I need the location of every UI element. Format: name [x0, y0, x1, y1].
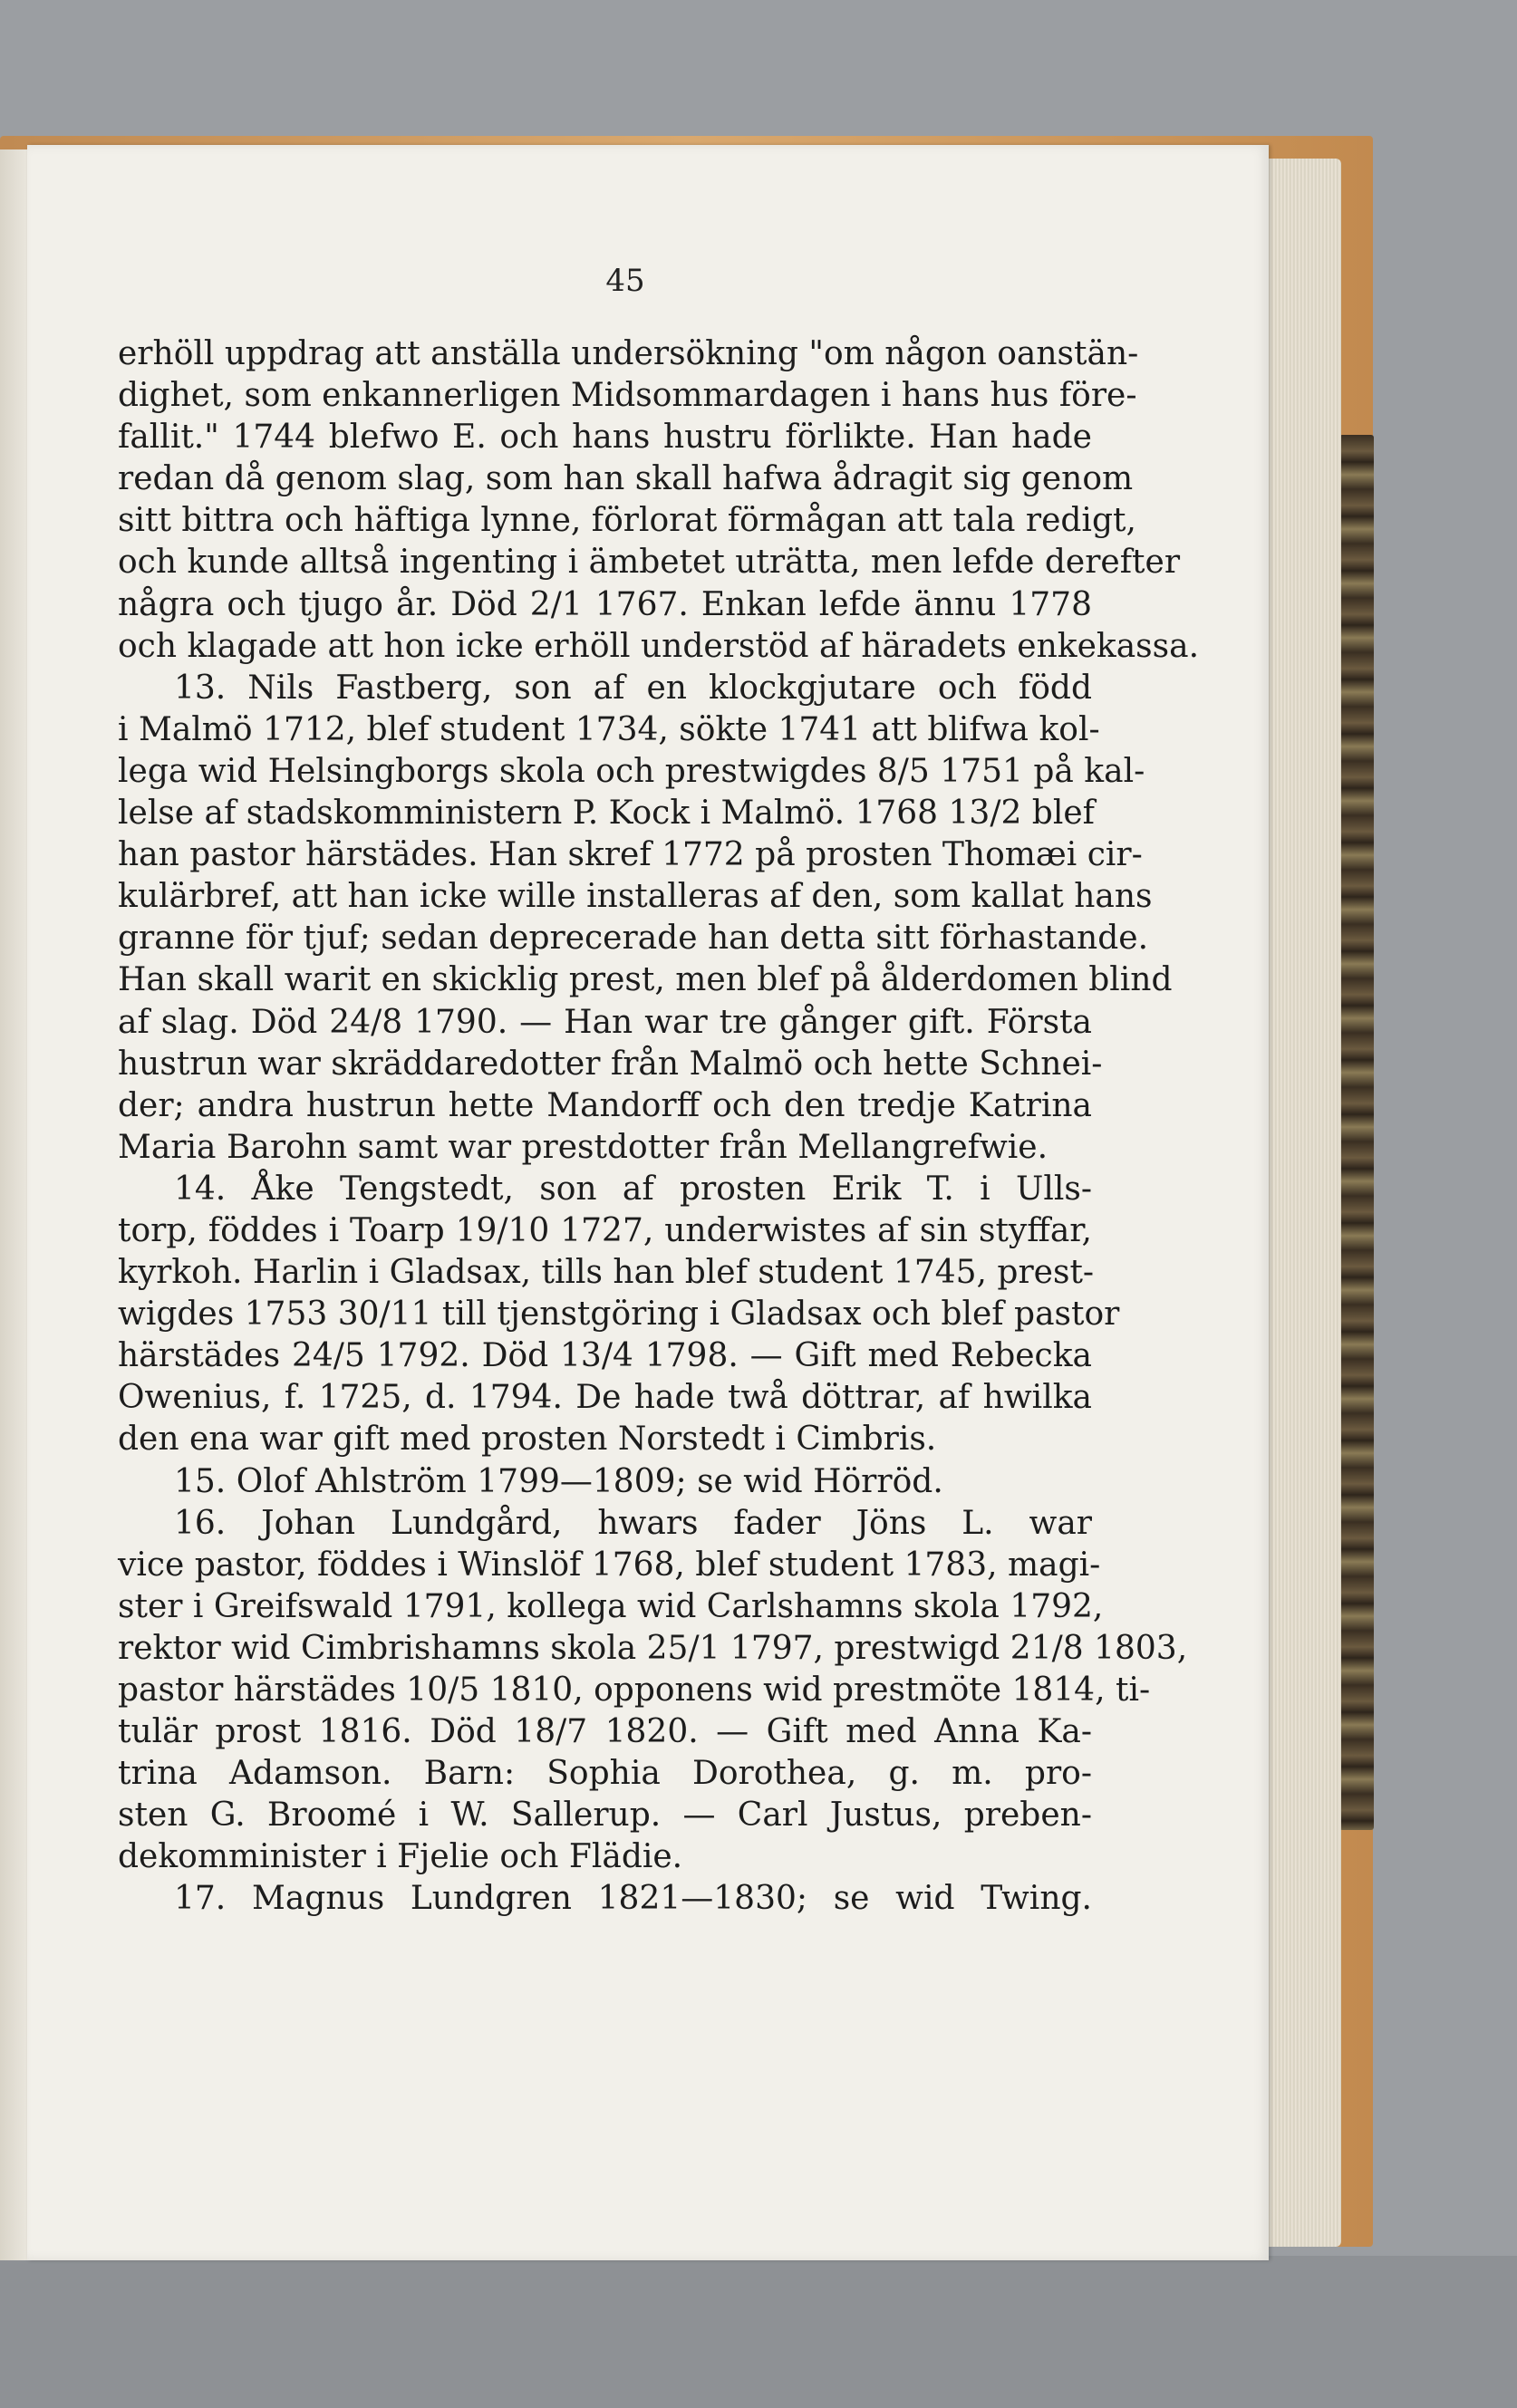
text-line: Han skall warit en skicklig prest, men blef på ålderdomen blind	[118, 961, 1173, 999]
text-line: lelse af stadskomministern P. Kock i Malmö. 1768 13/2 blef	[118, 795, 1095, 833]
text-line: der; andra hustrun hette Mandorff och den tredje Katrina	[118, 1086, 1092, 1124]
text-line: granne för tjuf; sedan deprecerade han detta sitt förhastande.	[118, 920, 1149, 958]
text-line: pastor härstädes 10/5 1810, opponens wid prestmöte 1814, ti-	[118, 1671, 1151, 1709]
text-line: Owenius, f. 1725, d. 1794. De hade twå döttrar, af hwilka	[118, 1379, 1092, 1417]
text-line: sitt bittra och häftiga lynne, förlorat förmågan att tala redigt,	[118, 502, 1136, 540]
text-line: lega wid Helsingborgs skola och prestwigdes 8/5 1751 på kal-	[118, 752, 1145, 790]
text-line: i Malmö 1712, blef student 1734, sökte 1741 att blifwa kol-	[118, 710, 1100, 748]
entry-heading-line: 16. Johan Lundgård, hwars fader Jöns L. war	[174, 1504, 1092, 1542]
text-line: dekomminister i Fjelie och Flädie.	[118, 1838, 683, 1876]
text-line: trina Adamson. Barn: Sophia Dorothea, g. m. pro-	[118, 1755, 1092, 1793]
text-line: och klagade att hon icke erhöll understöd af häradets enkekassa.	[118, 627, 1200, 665]
entry-heading-line: 17. Magnus Lundgren 1821—1830; se wid Twing.	[174, 1880, 1092, 1918]
book-page	[27, 145, 1269, 2260]
text-line: Maria Barohn samt war prestdotter från Mellangrefwie.	[118, 1128, 1048, 1166]
text-line: ster i Greifswald 1791, kollega wid Carlshamns skola 1792,	[118, 1587, 1104, 1625]
marbled-board-edge	[1339, 435, 1374, 1830]
text-line: sten G. Broomé i W. Sallerup. — Carl Justus, preben-	[118, 1796, 1092, 1835]
page-edges	[1260, 159, 1341, 2247]
text-line: vice pastor, föddes i Winslöf 1768, blef student 1783, magi-	[118, 1546, 1101, 1584]
text-line: erhöll uppdrag att anställa undersökning "om någon oanstän-	[118, 335, 1139, 372]
body-text	[118, 333, 1200, 1921]
text-line: och kunde alltså ingenting i ämbetet uträtta, men lefde derefter	[118, 544, 1181, 582]
text-line: wigdes 1753 30/11 till tjenstgöring i Gladsax och blef pastor	[118, 1296, 1120, 1334]
entry-heading-line: 15. Olof Ahlström 1799—1809; se wid Hörröd.	[174, 1462, 943, 1500]
entry-heading-line: 13. Nils Fastberg, son af en klockgjutare och född	[174, 669, 1092, 707]
text-line: torp, föddes i Toarp 19/10 1727, underwistes af sin styffar,	[118, 1211, 1092, 1249]
entry-heading-line: 14. Åke Tengstedt, son af prosten Erik T. i Ulls-	[174, 1170, 1092, 1208]
text-line: kulärbref, att han icke wille installeras af den, som kallat hans	[118, 878, 1153, 916]
text-line: några och tjugo år. Död 2/1 1767. Enkan lefde ännu 1778	[118, 585, 1092, 623]
text-line: dighet, som enkannerligen Midsommardagen i hans hus före-	[118, 377, 1137, 415]
background	[0, 2256, 1517, 2408]
text-line: härstädes 24/5 1792. Död 13/4 1798. — Gift med Rebecka	[118, 1337, 1092, 1375]
text-line: redan då genom slag, som han skall hafwa ådragit sig genom	[118, 460, 1134, 498]
text-line: hustrun war skräddaredotter från Malmö och hette Schnei-	[118, 1045, 1103, 1083]
text-line: den ena war gift med prosten Norstedt i Cimbris.	[118, 1421, 937, 1459]
text-line: fallit." 1744 blefwo E. och hans hustru förlikte. Han hade	[118, 419, 1092, 457]
text-line: han pastor härstädes. Han skref 1772 på prosten Thomæi cir-	[118, 836, 1143, 874]
page-number: 45	[605, 263, 645, 299]
text-line: af slag. Död 24/8 1790. — Han war tre gånger gift. Första	[118, 1003, 1092, 1041]
text-line: kyrkoh. Harlin i Gladsax, tills han blef student 1745, prest-	[118, 1254, 1095, 1292]
text-line: tulär prost 1816. Död 18/7 1820. — Gift med Anna Ka-	[118, 1713, 1092, 1751]
text-line: rektor wid Cimbrishamns skola 25/1 1797, prestwigd 21/8 1803,	[118, 1629, 1188, 1667]
